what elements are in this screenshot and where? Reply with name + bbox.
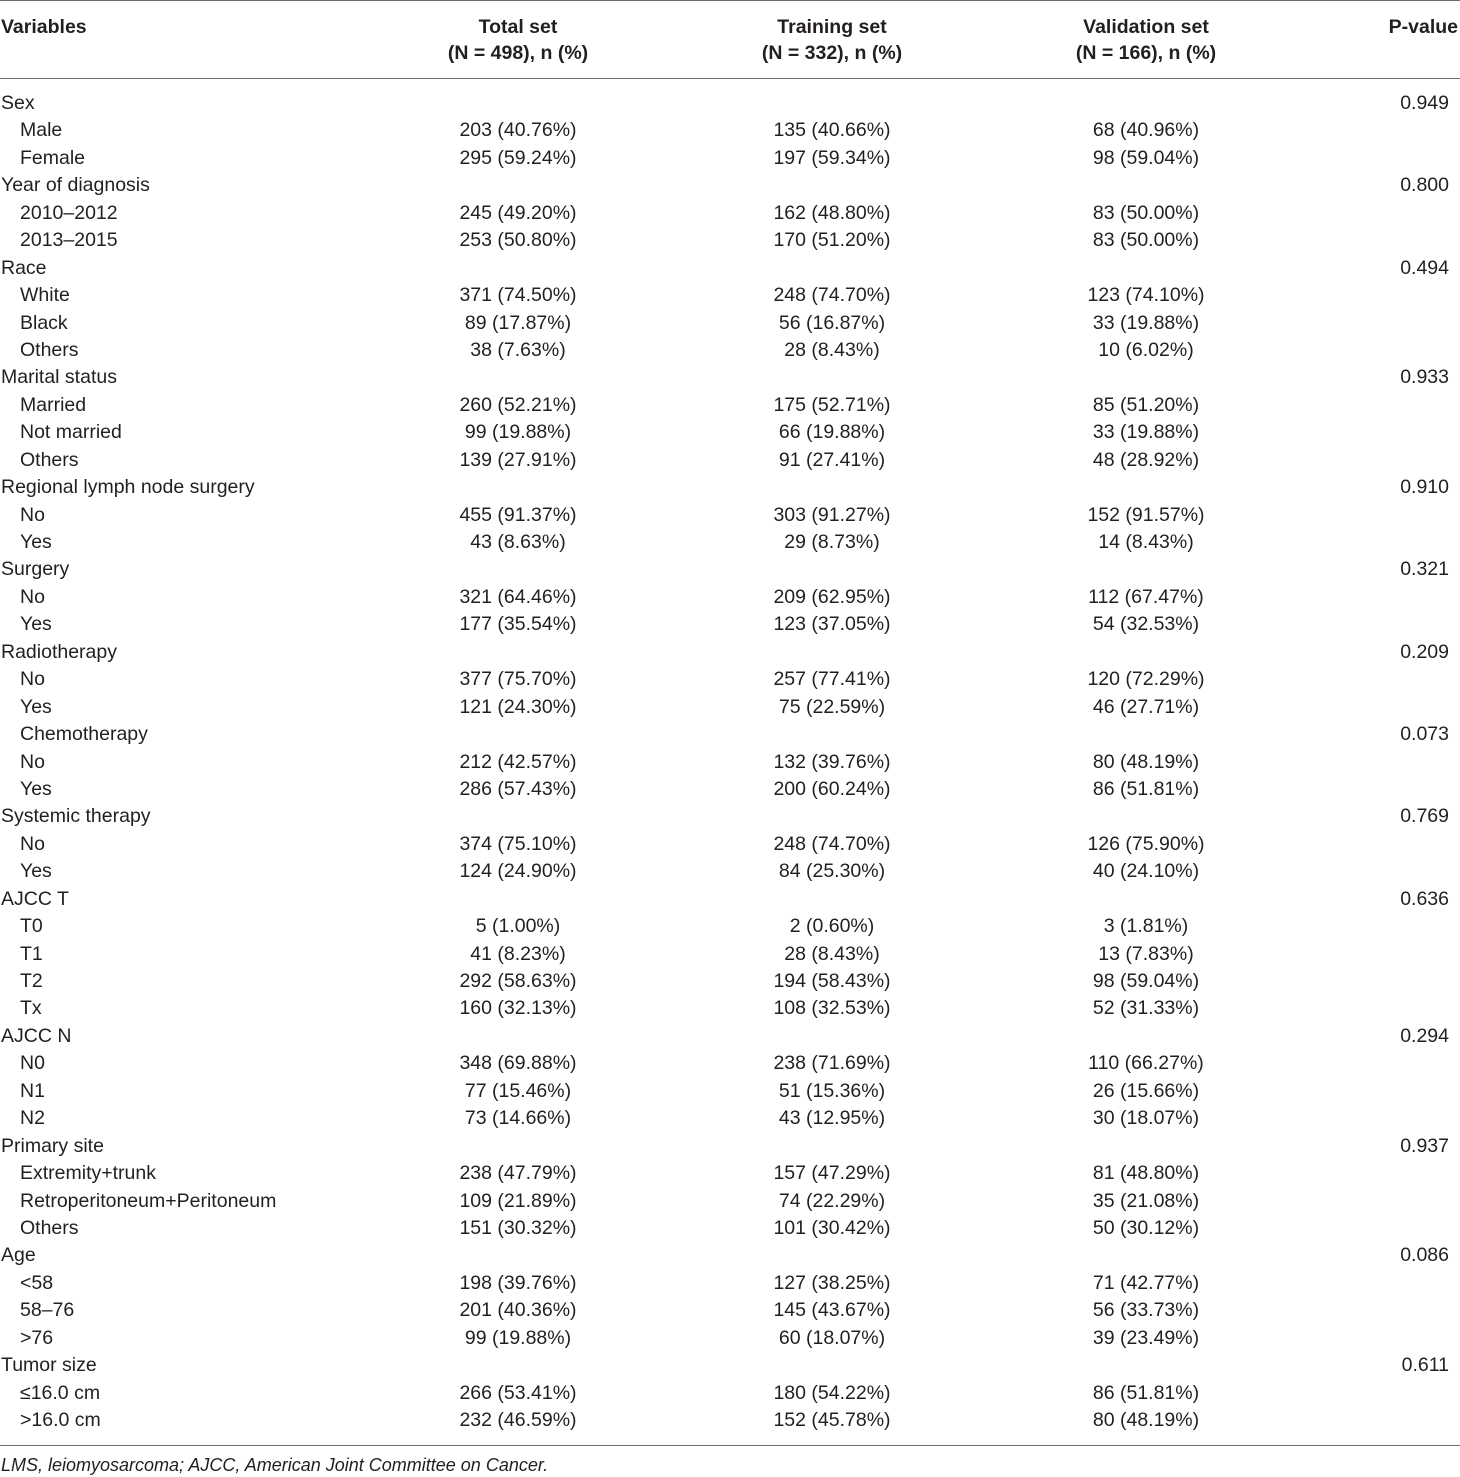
table-row — [0, 1407, 1460, 1434]
row-label: 58–76 — [20, 1299, 75, 1322]
cell-total: 292 (58.63%) — [459, 970, 577, 992]
header-variables — [1, 14, 87, 40]
cell-pvalue: 0.294 — [1400, 1024, 1449, 1047]
cell-training: 238 (71.69%) — [773, 1052, 891, 1075]
cell-training: 60 (18.07%) — [778, 1326, 886, 1349]
cell-training: 209 (62.95%) — [773, 585, 891, 608]
cell-validation: 68 (40.96%) — [1092, 119, 1200, 142]
row-label: <58 — [20, 1271, 54, 1294]
table-row — [0, 502, 1460, 529]
cell-total: 109 (21.89%) — [459, 1189, 577, 1212]
cell-total: 160 (32.13%) — [459, 997, 577, 1020]
cell-validation: 152 (91.57%) — [1087, 503, 1205, 526]
row-label: >16.0 cm — [20, 1409, 101, 1431]
cell-validation: 123 (74.10%) — [1087, 284, 1205, 307]
row-label: Marital status — [1, 366, 117, 389]
cell-pvalue: 0.636 — [1400, 887, 1449, 910]
cell-validation: 120 (72.29%) — [1087, 668, 1205, 691]
table-footnote: LMS, leiomyosarcoma; AJCC, American Joint Committee on Cancer. — [1, 1455, 549, 1475]
table-row-group — [0, 255, 1460, 282]
cell-total: 73 (14.66%) — [464, 1107, 572, 1130]
cell-pvalue: 0.073 — [1400, 723, 1449, 746]
row-label: T1 — [20, 942, 43, 965]
cell-validation: 126 (75.90%) — [1087, 832, 1205, 855]
cell-training: 152 (45.78%) — [773, 1409, 891, 1431]
table-row — [0, 145, 1460, 172]
row-label: Race — [1, 256, 47, 279]
row-label: Others — [20, 448, 79, 471]
cell-validation: 30 (18.07%) — [1092, 1107, 1200, 1130]
row-label: >76 — [20, 1326, 54, 1349]
cell-training: 51 (15.36%) — [778, 1079, 886, 1102]
table-row — [0, 611, 1460, 638]
cell-training: 248 (74.70%) — [773, 832, 891, 855]
table-row-group — [0, 556, 1460, 583]
cell-total: 139 (27.91%) — [459, 448, 577, 471]
table-row — [0, 666, 1460, 693]
row-label: N1 — [20, 1079, 45, 1102]
cell-total: 321 (64.46%) — [459, 585, 577, 608]
cell-validation: 52 (31.33%) — [1092, 997, 1200, 1020]
header-total-line2: (N = 498), n (%) — [447, 42, 589, 64]
table-row-group — [0, 639, 1460, 666]
cell-training: 132 (39.76%) — [773, 750, 891, 773]
cell-validation: 3 (1.81%) — [1103, 915, 1189, 938]
table-row-group — [0, 1133, 1460, 1160]
cell-validation: 35 (21.08%) — [1092, 1189, 1200, 1212]
row-label: Tx — [20, 997, 42, 1020]
cell-total: 198 (39.76%) — [459, 1271, 577, 1294]
cell-training: 101 (30.42%) — [773, 1216, 891, 1239]
row-label: 2010–2012 — [20, 201, 118, 224]
row-label: 2013–2015 — [20, 229, 118, 252]
row-label: Year of diagnosis — [1, 174, 150, 197]
cell-validation: 56 (33.73%) — [1092, 1299, 1200, 1322]
header-training-line2: (N = 332), n (%) — [761, 42, 903, 64]
table-row-group — [0, 803, 1460, 830]
row-label: Female — [20, 146, 86, 169]
header-validation-line1: Validation set — [1083, 16, 1209, 38]
row-label: Not married — [20, 421, 122, 444]
row-label: No — [20, 668, 45, 691]
table-row-group — [0, 1352, 1460, 1379]
row-label: Chemotherapy — [20, 723, 148, 746]
cell-total: 38 (7.63%) — [470, 338, 566, 361]
row-label: Yes — [20, 531, 52, 553]
row-label: Primary site — [1, 1134, 104, 1157]
row-label: Black — [20, 311, 68, 334]
header-validation-set — [1046, 14, 1246, 66]
row-label: Yes — [20, 613, 52, 636]
row-label: Radiotherapy — [1, 640, 117, 663]
cell-validation: 14 (8.43%) — [1098, 531, 1194, 553]
cell-training: 170 (51.20%) — [773, 229, 891, 252]
cell-validation: 33 (19.88%) — [1092, 311, 1200, 334]
cell-validation: 10 (6.02%) — [1098, 338, 1194, 361]
cell-training: 91 (27.41%) — [778, 448, 886, 471]
cell-validation: 83 (50.00%) — [1092, 201, 1200, 224]
row-label: T2 — [20, 970, 43, 992]
cell-pvalue: 0.800 — [1400, 174, 1449, 197]
cell-training: 194 (58.43%) — [773, 970, 891, 992]
table-row — [0, 1188, 1460, 1215]
row-label: Married — [20, 393, 87, 416]
cell-validation: 81 (48.80%) — [1092, 1162, 1200, 1185]
table-row — [0, 200, 1460, 227]
cell-training: 84 (25.30%) — [778, 860, 886, 883]
table-body — [0, 90, 1460, 1434]
cell-validation: 48 (28.92%) — [1092, 448, 1200, 471]
table-row — [0, 117, 1460, 144]
table-row-group — [0, 90, 1460, 117]
table-row — [0, 584, 1460, 611]
row-label: ≤16.0 cm — [20, 1381, 101, 1404]
table-row — [0, 447, 1460, 474]
table-row — [0, 419, 1460, 446]
cell-training: 28 (8.43%) — [784, 942, 880, 965]
cell-training: 28 (8.43%) — [784, 338, 880, 361]
table-row — [0, 1105, 1460, 1132]
cell-total: 151 (30.32%) — [459, 1216, 577, 1239]
table-row — [0, 282, 1460, 309]
header-validation-line2: (N = 166), n (%) — [1075, 42, 1217, 64]
table-row-group — [0, 172, 1460, 199]
row-label: No — [20, 585, 45, 608]
cell-total: 232 (46.59%) — [459, 1409, 577, 1431]
row-label: No — [20, 832, 45, 855]
table-row — [0, 227, 1460, 254]
cell-total: 177 (35.54%) — [459, 613, 577, 636]
cell-total: 203 (40.76%) — [459, 119, 577, 142]
table-row — [0, 337, 1460, 364]
table-row — [0, 968, 1460, 995]
row-label: AJCC N — [1, 1024, 72, 1047]
cell-total: 124 (24.90%) — [459, 860, 577, 883]
row-label: Yes — [20, 695, 52, 718]
cell-total: 348 (69.88%) — [459, 1052, 577, 1075]
cell-training: 257 (77.41%) — [773, 668, 891, 691]
cell-total: 5 (1.00%) — [475, 915, 561, 938]
cell-training: 248 (74.70%) — [773, 284, 891, 307]
cell-validation: 80 (48.19%) — [1092, 750, 1200, 773]
table-header-rule — [0, 78, 1460, 79]
table-row-group — [0, 886, 1460, 913]
table-row-group — [0, 364, 1460, 391]
header-pvalue-label: P-value — [1388, 16, 1458, 38]
cell-total: 238 (47.79%) — [459, 1162, 577, 1185]
table-row — [0, 776, 1460, 803]
cell-validation: 112 (67.47%) — [1088, 585, 1204, 608]
cell-validation: 50 (30.12%) — [1092, 1216, 1200, 1239]
table-row — [0, 1160, 1460, 1187]
cell-pvalue: 0.937 — [1400, 1134, 1449, 1157]
cell-validation: 39 (23.49%) — [1092, 1326, 1200, 1349]
header-pvalue — [1389, 14, 1458, 40]
cell-pvalue: 0.910 — [1400, 476, 1449, 499]
cell-validation: 86 (51.81%) — [1092, 777, 1200, 800]
table-row — [0, 913, 1460, 940]
cell-training: 127 (38.25%) — [773, 1271, 891, 1294]
cell-training: 123 (37.05%) — [773, 613, 891, 636]
row-label: Yes — [20, 860, 52, 883]
cell-pvalue: 0.086 — [1400, 1244, 1449, 1267]
table-row — [0, 858, 1460, 885]
cell-total: 253 (50.80%) — [459, 229, 577, 252]
table-row — [0, 392, 1460, 419]
row-label: N0 — [20, 1052, 45, 1075]
table-row — [0, 1215, 1460, 1242]
cell-validation: 80 (48.19%) — [1092, 1409, 1200, 1431]
row-label: Regional lymph node surgery — [1, 476, 255, 499]
cell-pvalue: 0.949 — [1400, 92, 1449, 114]
cell-training: 180 (54.22%) — [773, 1381, 891, 1404]
row-label: Sex — [1, 92, 35, 114]
cell-training: 135 (40.66%) — [773, 119, 891, 142]
cell-training: 200 (60.24%) — [773, 777, 891, 800]
cell-training: 162 (48.80%) — [773, 201, 891, 224]
table-row — [0, 310, 1460, 337]
row-label: Age — [1, 1244, 36, 1267]
cell-pvalue: 0.321 — [1400, 558, 1449, 581]
row-label: AJCC T — [1, 887, 69, 910]
table-row — [0, 1050, 1460, 1077]
cell-validation: 71 (42.77%) — [1092, 1271, 1200, 1294]
table-row — [0, 1297, 1460, 1324]
cell-training: 75 (22.59%) — [778, 695, 886, 718]
cell-training: 197 (59.34%) — [773, 146, 891, 169]
cell-pvalue: 0.769 — [1400, 805, 1449, 828]
cell-validation: 85 (51.20%) — [1092, 393, 1200, 416]
row-label: Extremity+trunk — [20, 1162, 156, 1185]
table-row — [0, 1380, 1460, 1407]
header-variables-label: Variables — [1, 16, 87, 38]
table-row-group — [0, 1242, 1460, 1269]
table-row — [0, 831, 1460, 858]
cell-training: 108 (32.53%) — [773, 997, 891, 1020]
cell-total: 201 (40.36%) — [459, 1299, 577, 1322]
table-row-group — [0, 474, 1460, 501]
row-label: No — [20, 750, 45, 773]
cell-training: 74 (22.29%) — [778, 1189, 886, 1212]
table-row — [0, 995, 1460, 1022]
cell-total: 286 (57.43%) — [459, 777, 577, 800]
cell-validation: 83 (50.00%) — [1092, 229, 1200, 252]
cell-total: 245 (49.20%) — [459, 201, 577, 224]
cell-total: 266 (53.41%) — [459, 1381, 577, 1404]
table-row — [0, 694, 1460, 721]
table-row — [0, 721, 1460, 748]
row-label: Tumor size — [1, 1354, 97, 1377]
row-label: White — [20, 284, 70, 307]
cell-total: 455 (91.37%) — [459, 503, 577, 526]
cell-total: 41 (8.23%) — [470, 942, 566, 965]
cell-total: 99 (19.88%) — [464, 1326, 572, 1349]
table-row — [0, 1078, 1460, 1105]
cell-training: 145 (43.67%) — [773, 1299, 891, 1322]
cell-validation: 54 (32.53%) — [1092, 613, 1200, 636]
row-label: T0 — [20, 915, 43, 938]
table-header — [0, 14, 1460, 74]
cell-pvalue: 0.611 — [1401, 1354, 1449, 1377]
row-label: Others — [20, 338, 79, 361]
cell-validation: 98 (59.04%) — [1092, 146, 1200, 169]
table-row — [0, 1325, 1460, 1352]
table-row-group — [0, 1023, 1460, 1050]
cell-total: 43 (8.63%) — [470, 531, 566, 553]
row-label: Others — [20, 1216, 79, 1239]
cell-total: 212 (42.57%) — [459, 750, 577, 773]
cell-total: 295 (59.24%) — [459, 146, 577, 169]
cell-total: 374 (75.10%) — [459, 832, 577, 855]
cell-pvalue: 0.494 — [1400, 256, 1449, 279]
row-label: No — [20, 503, 45, 526]
header-training-line1: Training set — [777, 16, 887, 38]
row-label: Male — [20, 119, 63, 142]
table-row — [0, 1270, 1460, 1297]
cell-validation: 33 (19.88%) — [1092, 421, 1200, 444]
cell-total: 260 (52.21%) — [459, 393, 577, 416]
header-total-line1: Total set — [478, 16, 558, 38]
cell-total: 121 (24.30%) — [459, 695, 577, 718]
row-label: Yes — [20, 777, 52, 800]
table-row — [0, 749, 1460, 776]
row-label: Surgery — [1, 558, 70, 581]
cell-training: 29 (8.73%) — [784, 531, 880, 553]
cell-training: 66 (19.88%) — [778, 421, 886, 444]
table-bottom-rule — [0, 1445, 1460, 1446]
cell-training: 2 (0.60%) — [789, 915, 875, 938]
table-row — [0, 941, 1460, 968]
cell-total: 371 (74.50%) — [459, 284, 577, 307]
cell-total: 77 (15.46%) — [464, 1079, 572, 1102]
cell-validation: 46 (27.71%) — [1092, 695, 1200, 718]
cell-training: 157 (47.29%) — [773, 1162, 891, 1185]
table-top-rule — [0, 0, 1460, 1]
cell-validation: 86 (51.81%) — [1092, 1381, 1200, 1404]
table-row — [0, 529, 1460, 556]
row-label: Systemic therapy — [1, 805, 151, 828]
header-total-set — [418, 14, 618, 66]
cell-training: 175 (52.71%) — [773, 393, 891, 416]
row-label: N2 — [20, 1107, 45, 1130]
cell-pvalue: 0.209 — [1400, 640, 1449, 663]
cell-validation: 110 (66.27%) — [1088, 1052, 1204, 1075]
header-training-set — [732, 14, 932, 66]
cell-training: 56 (16.87%) — [778, 311, 886, 334]
row-label: Retroperitoneum+Peritoneum — [20, 1189, 277, 1212]
cell-training: 303 (91.27%) — [773, 503, 891, 526]
cell-validation: 40 (24.10%) — [1092, 860, 1200, 883]
cell-validation: 26 (15.66%) — [1092, 1079, 1200, 1102]
cell-total: 377 (75.70%) — [459, 668, 577, 691]
cell-training: 43 (12.95%) — [778, 1107, 886, 1130]
cell-validation: 13 (7.83%) — [1098, 942, 1194, 965]
cell-total: 99 (19.88%) — [464, 421, 572, 444]
cell-validation: 98 (59.04%) — [1092, 970, 1200, 992]
cell-pvalue: 0.933 — [1400, 366, 1449, 389]
cell-total: 89 (17.87%) — [464, 311, 572, 334]
